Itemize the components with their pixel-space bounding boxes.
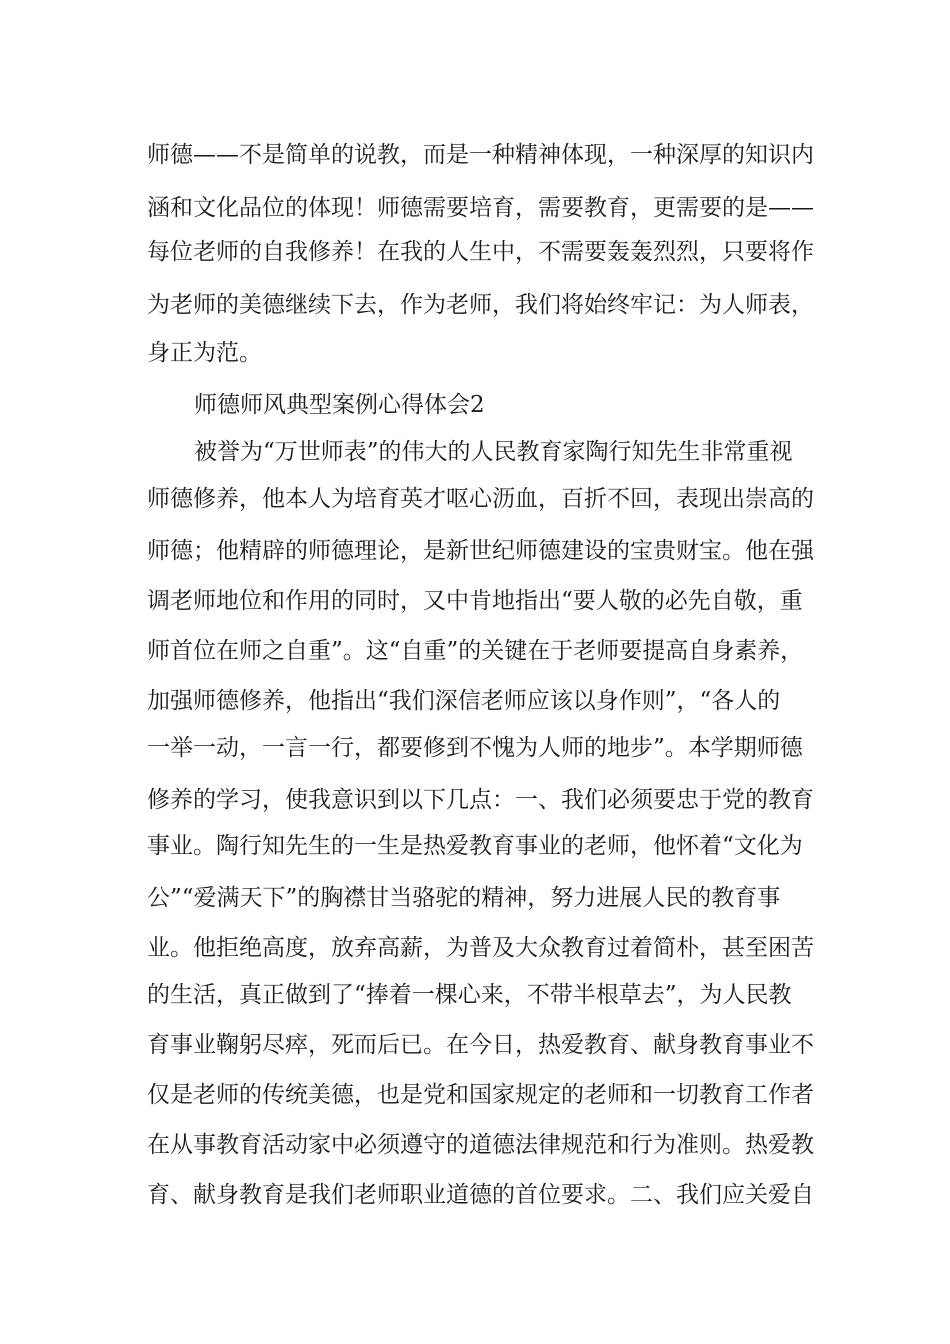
text-line: 一举一动，一言一行，都要修到不愧为人师的地步”。本学期师德 [147,735,803,761]
section-heading: 师德师风典型案例心得体会2 [194,392,485,418]
text-line: 的生活，真正做到了“捧着一棵心来，不带半根草去”，为人民教 [147,982,792,1008]
text-line: 事业。陶行知先生的一生是热爱教育事业的老师，他怀着“文化为 [147,833,803,859]
text-line: 身正为范。 [147,340,262,366]
text-line: 每位老师的自我修养！在我的人生中，不需要轰轰烈烈，只要将作 [147,239,814,265]
text-line: 涵和文化品位的体现！师德需要培育，需要教育，更需要的是—— [147,195,814,221]
text-line: 师首位在师之自重”。这“自重”的关键在于老师要提高自身素养， [147,638,804,664]
text-line: 育事业鞠躬尽瘁，死而后已。在今日，热爱教育、献身教育事业不 [147,1032,814,1058]
text-line: 为老师的美德继续下去，作为老师，我们将始终牢记：为人师表， [147,292,814,318]
text-line: 在从事教育活动家中必须遵守的道德法律规范和行为准则。热爱教 [147,1132,814,1158]
text-line: 加强师德修养，他指出“我们深信老师应该以身作则”，“各人的 [147,688,781,714]
text-line: 仅是老师的传统美德，也是党和国家规定的老师和一切教育工作者 [147,1082,814,1108]
text-line: 调老师地位和作用的同时，又中肯地指出“要人敬的必先自敬，重 [147,588,803,614]
text-line: 师德修养，他本人为培育英才呕心沥血，百折不回，表现出崇高的 [147,486,814,512]
text-line: 师德；他精辟的师德理论，是新世纪师德建设的宝贵财宝。他在强 [147,538,814,564]
text-line: 师德——不是简单的说教，而是一种精神体现，一种深厚的知识内 [147,142,814,168]
text-line: 育、献身教育是我们老师职业道德的首位要求。二、我们应关爱自 [147,1182,814,1208]
text-line: 业。他拒绝高度，放弃高薪，为普及大众教育过着简朴，甚至困苦 [147,935,814,961]
text-line: 被誉为“万世师表”的伟大的人民教育家陶行知先生非常重视 [194,439,793,465]
text-line: 修养的学习，使我意识到以下几点：一、我们必须要忠于党的教育 [147,787,814,813]
text-line: 公”“爱满天下”的胸襟甘当骆驼的精神，努力进展人民的教育事 [147,885,781,911]
